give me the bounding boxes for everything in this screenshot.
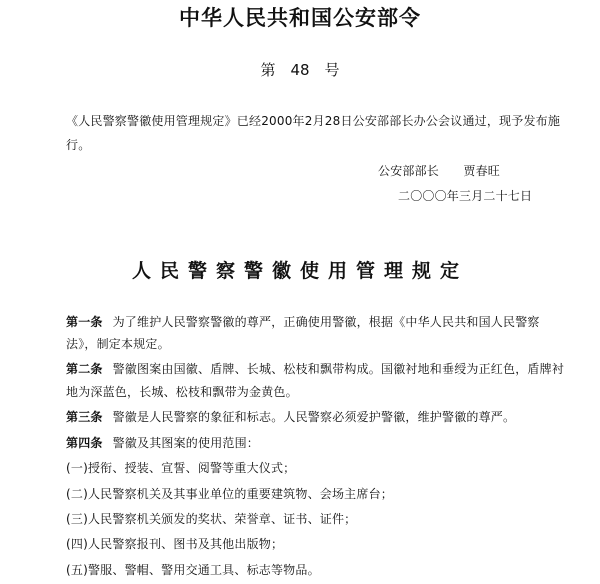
decree-number: 第 48 号 xyxy=(260,61,340,79)
decree-date: 二〇〇〇年三月二十七日 xyxy=(398,189,533,203)
list-item-3: (三)人民警察机关颁发的奖状、荣誉章、证书、证件； xyxy=(66,512,357,526)
article-1-text: 为了维护人民警察警徽的尊严，正确使用警徽，根据《中华人民共和国人民警察 xyxy=(112,315,540,329)
article-4-line-1 xyxy=(66,437,259,449)
article-2-text: 警徽图案由国徽、盾牌、长城、松枝和飘带构成。国徽衬地和垂绶为正红色，盾牌衬 xyxy=(112,362,565,376)
article-4-text: 警徽及其图案的使用范围： xyxy=(112,436,260,450)
decree-title: 中华人民共和国公安部令 xyxy=(179,6,421,30)
decree-signer: 公安部部长 贾春旺 xyxy=(378,164,501,178)
article-2-line-1 xyxy=(66,363,564,375)
list-item-5: (五)警服、警帽、警用交通工具、标志等物品。 xyxy=(66,563,320,577)
article-2-label: 第二条 xyxy=(66,362,103,376)
list-item-1: (一)授衔、授装、宣誓、阅警等重大仪式； xyxy=(66,461,296,475)
article-3-label: 第三条 xyxy=(66,410,103,424)
list-item-2: (二)人民警察机关及其事业单位的重要建筑物、会场主席台； xyxy=(66,487,393,501)
list-item-4: (四)人民警察报刊、图书及其他出版物； xyxy=(66,537,284,551)
article-2-line-2: 地为深蓝色，长城、松枝和飘带为金黄色。 xyxy=(66,385,298,399)
article-3-text: 警徽是人民警察的象征和标志。人民警察必须爱护警徽，维护警徽的尊严。 xyxy=(112,410,516,424)
article-1-line-1 xyxy=(66,316,540,328)
article-4-label: 第四条 xyxy=(66,436,103,450)
regulation-title: 人民警察警徽使用管理规定 xyxy=(131,260,468,282)
article-1-line-2: 法》，制定本规定。 xyxy=(66,337,170,351)
decree-text-line-2: 行。 xyxy=(66,138,91,152)
article-3-line-1 xyxy=(66,411,515,423)
decree-text-line-1: 《人民警察警徽使用管理规定》已经2000年2月28日公安部部长办公会议通过，现予发布施 xyxy=(66,114,561,128)
article-1-label: 第一条 xyxy=(66,315,103,329)
